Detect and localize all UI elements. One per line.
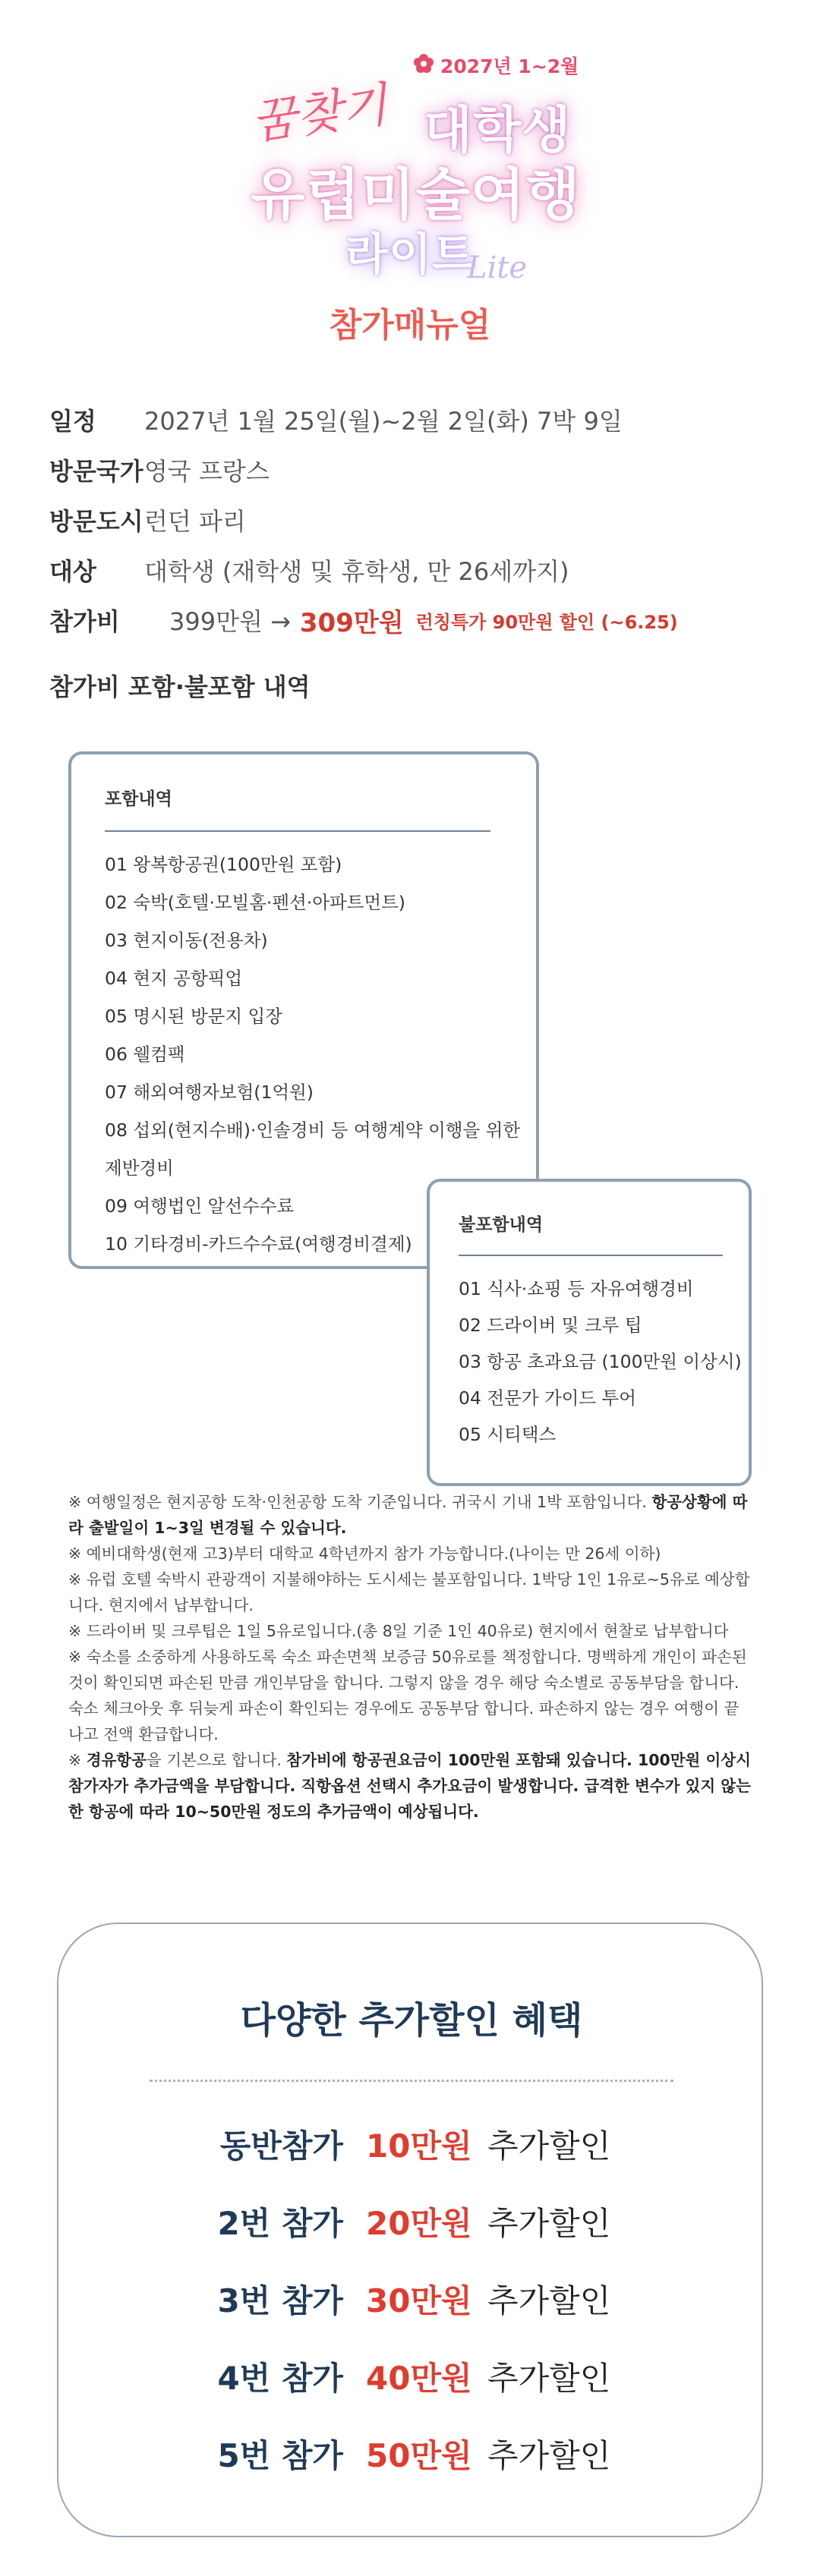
dotted-divider: [150, 2080, 673, 2082]
note-1: ※ 여행일정은 현지공항 도착·인천공항 도착 기준입니다. 귀국시 기내 1박 포함입니다. 항공상황에 따라 출발일이 1~3일 변경될 수 있습니다.: [68, 1493, 748, 1537]
script-title: 꿈찾기: [248, 76, 391, 151]
list-item: 05 명시된 방문지 입장: [105, 1006, 282, 1027]
price-note: 런칭특가 90만원 할인 (~6.25): [415, 611, 678, 633]
logo-line-2: 유럽미술여행: [251, 162, 581, 228]
note-2: ※ 예비대학생(현재 고3)부터 대학교 4학년까지 참가 가능합니다.(나이는 만 26세 이하): [68, 1545, 661, 1563]
note-3: ※ 유럽 호텔 숙박시 관광객이 지불해야하는 도시세는 불포함입니다. 1박당 1인 1유로~5유로 예상합니다. 현지에서 납부합니다.: [68, 1570, 750, 1614]
excluded-box: [427, 1179, 752, 1486]
list-item: 08 섭외(현지수배)·인솔경비 등 여행계약 이행을 위한: [105, 1120, 521, 1141]
discount-suffix: 추가할인: [487, 2437, 611, 2474]
info-value: 런던 파리: [144, 507, 246, 536]
discount-amount: 30만원: [366, 2282, 472, 2319]
section-title: 참가비 포함·불포함 내역: [49, 672, 311, 701]
discount-label: 2번 참가: [217, 2205, 343, 2242]
discount-suffix: 추가할인: [487, 2127, 611, 2165]
info-key: 방문국가: [49, 457, 144, 486]
discount-label: 5번 참가: [217, 2437, 343, 2474]
header-logo: [0, 0, 820, 357]
logo-line-1: 대학생: [424, 101, 572, 159]
list-item: 02 숙박(호텔·모빌홈·펜션·아파트먼트): [105, 892, 405, 913]
list-item: 01 왕복항공권(100만원 포함): [105, 854, 342, 875]
info-row-schedule: [49, 401, 623, 439]
discount-row: [58, 2276, 765, 2322]
list-item: 04 전문가 가이드 투어: [459, 1387, 636, 1409]
list-item: 07 해외여행자보험(1억원): [105, 1082, 314, 1103]
discount-card: [57, 1923, 763, 2537]
list-item: 04 현지 공항픽업: [105, 968, 243, 989]
flower-icon: [413, 53, 434, 74]
info-value: 대학생 (재학생 및 휴학생, 만 26세까지): [144, 557, 569, 586]
note-5: ※ 숙소를 소중하게 사용하도록 숙소 파손면책 보증금 50유로를 책정합니다. 명백하게 개인이 파손된 것이 확인되면 파손된 만큼 개인부담을 합니다. 그렇지 않을 경우 해당 숙소별로 공동부담을 합니다. 숙소 체크아웃 후 뒤늦게 파손이 확인되는 경우에도 공동부담 합니다. 파손하지 않는 경우 여행이 끝나고 전액 환급합니다.: [68, 1648, 747, 1743]
info-value: 2027년 1월 25일(월)~2월 2일(화) 7박 9일: [144, 407, 623, 436]
list-item: 06 웰컴팩: [105, 1044, 185, 1065]
info-key: 일정: [49, 407, 96, 436]
info-key: 방문도시: [49, 507, 144, 536]
list-item: 03 항공 초과요금 (100만원 이상시): [459, 1351, 742, 1372]
discount-label: 4번 참가: [217, 2360, 343, 2397]
info-row-city: [49, 501, 246, 539]
discount-suffix: 추가할인: [487, 2360, 611, 2397]
price-discounted: 309만원: [299, 607, 404, 638]
discount-amount: 20만원: [366, 2205, 472, 2242]
list-item: 제반경비: [105, 1157, 174, 1179]
discount-amount: 10만원: [366, 2127, 472, 2165]
info-key: 대상: [49, 557, 96, 586]
logo-line-3: 라이트: [345, 228, 476, 280]
divider: [459, 1255, 723, 1256]
discount-label: 3번 참가: [217, 2282, 343, 2319]
info-value: 영국 프랑스: [144, 457, 270, 486]
discount-suffix: 추가할인: [487, 2282, 611, 2319]
price-original: 399만원 →: [169, 607, 291, 636]
info-row-price: [49, 601, 678, 639]
divider: [105, 830, 490, 832]
list-item: 03 현지이동(전용차): [105, 930, 268, 951]
discount-row: [58, 2431, 765, 2477]
discount-row: [58, 2199, 765, 2244]
notes: [68, 1489, 752, 1825]
note-6: ※ 경유항공을 기본으로 합니다. 참가비에 항공권요금이 100만원 포함돼 있습니다. 100만원 이상시 참가자가 추가금액을 부담합니다. 직항옵션 선택시 추가요금이 발생합니다. 급격한 변수가 있지 않는한 항공에 따라 10~50만원 정도의 추가금액이 예상됩니다.: [68, 1751, 751, 1821]
list-item: 01 식사·쇼핑 등 자유여행경비: [459, 1278, 694, 1299]
excluded-title: 불포함내역: [459, 1215, 544, 1235]
date-badge: 2027년 1~2월: [440, 55, 579, 77]
discount-suffix: 추가할인: [487, 2205, 611, 2242]
page-title: 참가매뉴얼: [329, 306, 491, 345]
note-4: ※ 드라이버 및 크루팁은 1일 5유로입니다.(총 8일 기준 1인 40유로) 현지에서 현찰로 납부합니다: [68, 1622, 729, 1640]
list-item: 02 드라이버 및 크루 팁: [459, 1315, 642, 1336]
discount-row: [58, 2354, 765, 2399]
list-item: 09 여행법인 알선수수료: [105, 1195, 295, 1217]
included-title: 포함내역: [105, 789, 172, 809]
price-key: 참가비: [49, 607, 120, 636]
list-item: 05 시티택스: [459, 1424, 557, 1445]
lite-script: Lite: [467, 250, 528, 285]
list-item: 10 기타경비-카드수수료(여행경비결제): [105, 1233, 412, 1255]
discount-label: 동반참가: [219, 2127, 343, 2165]
info-row-target: [49, 551, 569, 589]
info-row-country: [49, 451, 270, 489]
discount-amount: 50만원: [366, 2437, 472, 2474]
discount-amount: 40만원: [366, 2360, 472, 2397]
discount-row: [58, 2121, 765, 2167]
discount-title: 다양한 추가할인 혜택: [240, 1999, 583, 2042]
